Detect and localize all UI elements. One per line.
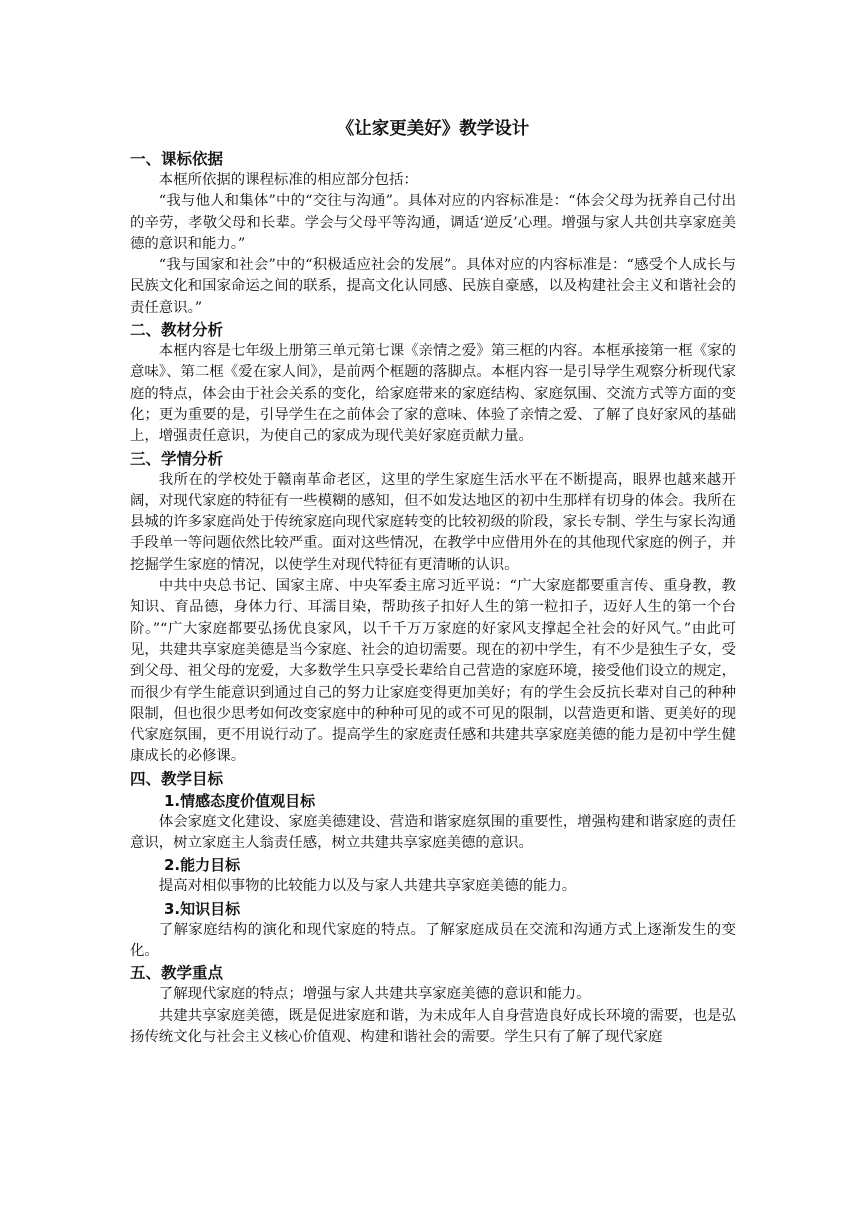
paragraph: 我所在的学校处于赣南革命老区，这里的学生家庭生活水平在不断提高，眼界也越来越开阔，对现代家庭的特征有一些模糊的感知，但不如发达地区的初中生那样有切身的体会。我所在县城的许多家庭尚处于传统家庭向现代家庭转变的比较初级的阶段，家长专制、学生与家长沟通手段单一等问题依然比较严重。面对这些情况，在教学中应借用外在的其他现代家庭的例子，并挖掘学生家庭的情况，以使学生对现代特征有更清晰的认识。: [130, 471, 736, 573]
paragraph: 共建共享家庭美德，既是促进家庭和谐，为未成年人自身营造良好成长环境的需要，也是弘扬传统文化与社会主义核心价值观、构建和谐社会的需要。学生只有了解了现代家庭: [130, 1007, 736, 1045]
subheading-knowledge-goal: 3.知识目标: [164, 899, 241, 918]
subheading-ability-goal: 2.能力目标: [164, 856, 241, 875]
section-heading-curriculum: 一、课标依据: [130, 150, 224, 168]
document-title: 《让家更美好》教学设计: [336, 119, 530, 139]
paragraph: 提高对相似事物的比较能力以及与家人共建共享家庭美德的能力。: [158, 878, 577, 895]
subheading-attitude-goal: 1.情感态度价值观目标: [164, 791, 316, 810]
section-heading-textbook: 二、教材分析: [130, 321, 224, 340]
paragraph: 体会家庭文化建设、家庭美德建设、营造和谐家庭氛围的重要性，增强构建和谐家庭的责任意识，树立家庭主人翁责任感，树立共建共享家庭美德的意识。: [130, 813, 736, 852]
paragraph: “我与他人和集体”中的“交往与沟通”。具体对应的内容标准是：“体会父母为抚养自己付出的辛劳，孝敬父母和长辈。学会与父母平等沟通，调适‘逆反’心理。增强与家人共创共享家庭美德的意识和能力。”: [130, 193, 736, 252]
paragraph: 了解家庭结构的演化和现代家庭的特点。了解家庭成员在交流和沟通方式上逐渐发生的变化。: [130, 921, 736, 959]
paragraph: 了解现代家庭的特点；增强与家人共建共享家庭美德的意识和能力。: [158, 986, 591, 1003]
paragraph: 本框内容是七年级上册第三单元第七课《亲情之爱》第三框的内容。本框承接第一框《家的意味》、第二框《爱在家人间》，是前两个框题的落脚点。本框内容一是引导学生观察分析现代家庭的特点，体会由于社会关系的变化，给家庭带来的家庭结构、家庭氛围、交流方式等方面的变化；更为重要的是，引导学生在之前体会了家的意味、体验了亲情之爱、了解了良好家风的基础上，增强责任意识，为使自己的家成为现代美好家庭贡献力量。: [130, 343, 736, 445]
paragraph: “我与国家和社会”中的“积极适应社会的发展”。具体对应的内容标准是：“感受个人成长与民族文化和国家命运之间的联系，提高文化认同感、民族自豪感，以及构建社会主义和谐社会的责任意识。”: [130, 257, 736, 316]
section-heading-students: 三、学情分析: [130, 449, 224, 468]
paragraph: 中共中央总书记、国家主席、中央军委主席习近平说：“广大家庭都要重言传、重身教，教知识、育品德，身体力行、耳濡目染，帮助孩子扣好人生的第一粒扣子，迈好人生的第一个台阶。”“广大家庭都要弘扬优良家风，以千千万万家庭的好家风支撑起全社会的好风气。”由此可见，共建共享家庭美德是当今家庭、社会的迫切需要。现在的初中学生，有不少是独生子女，受到父母、祖父母的宠爱，大多数学生只享受长辈给自己营造的家庭环境，接受他们设立的规定，而很少有学生能意识到通过自己的努力让家庭变得更加美好；有的学生会反抗长辈对自己的种种限制，但也很少思考如何改变家庭中的种种可见的或不可见的限制，以营造更和谐、更美好的现代家庭氛围，更不用说行动了。提高学生的家庭责任感和共建共享家庭美德的能力是初中学生健康成长的必修课。: [130, 578, 736, 765]
section-heading-key-points: 五、教学重点: [130, 964, 224, 983]
section-heading-objectives: 四、教学目标: [130, 769, 224, 788]
paragraph: 本框所依据的课程标准的相应部分包括：: [158, 172, 418, 188]
